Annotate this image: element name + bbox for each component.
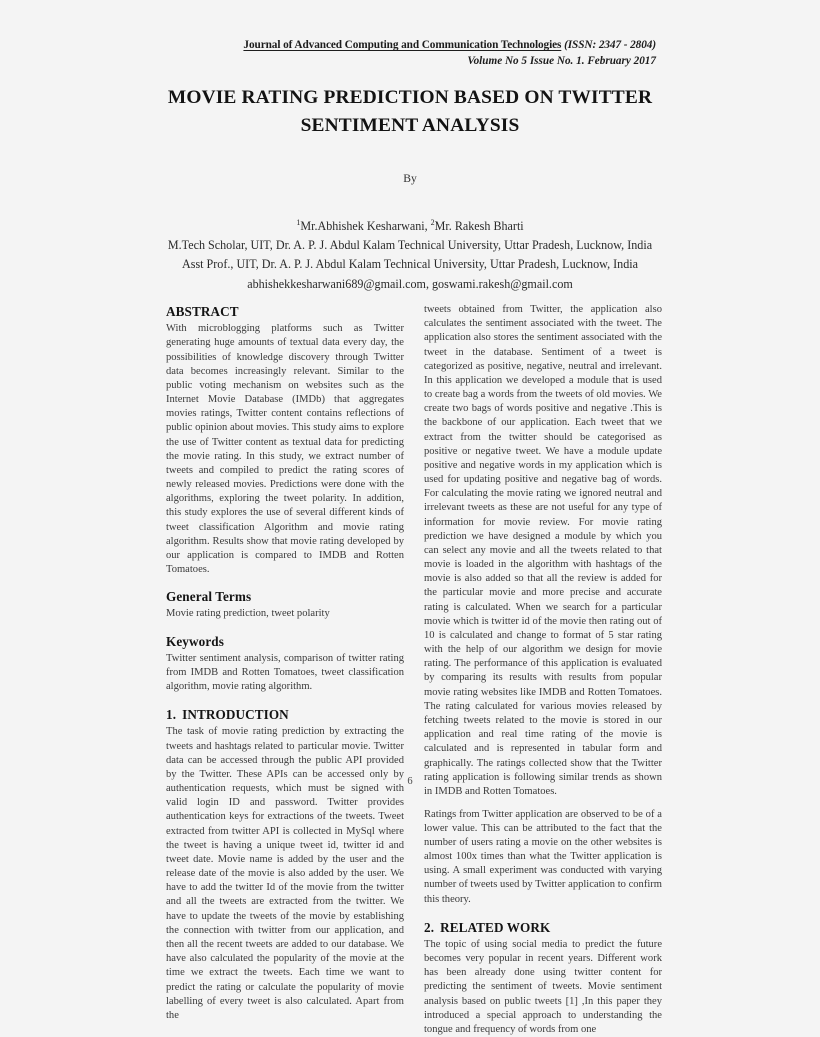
author-name-2: Mr. Rakesh Bharti <box>434 219 524 234</box>
general-terms-heading: General Terms <box>166 589 252 605</box>
journal-header <box>164 0 656 70</box>
continued-text: tweets obtained from Twitter, the application also calculates the sentiment associated with the tweet. The application also stores the sentiment associated with the tweet in the database. Sentiment of a tweet is categorized as positive, negative, neutral and irrelevant. In this application we developed a module that is used to create bag a words from the tweets of old movies. We create two bags of words positive and negative .This is the backbone of our application. Each tweet that we extract from the twitter should be categorised as positive or negative tweet. We have a module update positive and negative words in my application which is used for updating positive and negative bag of words. For calculating the movie rating we ignored neutral and irrelevant tweets as these are not useful for any type of information for movie review. For movie rating prediction we have designed a module by which you can select any movie and all the tweets related to that movie is loaded in the algorithm with hashtags of the movie is also added so that all the review is added for the particular movie and more precise and accurate rating is calculated. When we search for a particular movie which is twitter id of the movie then rating out of 10 is calculated and change to format of 5 star rating with the help of our algorithm we design for movie rating. The performance of this application is evaluated by comparing its results with results from popular movie rating websites like IMDB and Rotten Tomatoes. The rating calculated for various movies released by fetching tweets related to the movie is stored in our application and real time rating of the movie is calculated and is represented in tabular form and graphically. The ratings collected show that the Twitter rating application is following similar trends as shown in IMDB and Rotten Tomatoes. <box>424 304 662 797</box>
author-superscript-2: 2 <box>430 218 435 228</box>
author-superscript-1: 1 <box>296 218 301 228</box>
keywords-heading: Keywords <box>166 633 224 649</box>
keywords-text: Twitter sentiment analysis, comparison of twitter rating from IMDB and Rotten Tomatoes, tweet classification algorithm, movie rating algorithm. <box>166 652 404 693</box>
introduction-number: 1. <box>166 707 177 723</box>
introduction-heading <box>166 706 404 723</box>
author-name-1: Mr.Abhishek Kesharwani, <box>300 219 431 234</box>
page-title: MOVIE RATING PREDICTION BASED ON TWITTER SENTIMENT ANALYSIS <box>167 87 653 136</box>
journal-issn: (ISSN: 2347 - 2804) <box>564 39 656 51</box>
authors-block <box>0 217 820 294</box>
journal-title-line <box>164 38 656 53</box>
by-label: By <box>403 172 417 186</box>
body-columns <box>166 303 662 1037</box>
abstract-text: With microblogging platforms such as Twitter generating huge amounts of textual data every day, the possibilities of knowledge discovery through Twitter data becomes increasingly relevant. Similar to the public voting mechanism on websites such as the Internet Movie Database (IMDb) that aggregates movies ratings, Twitter content contains reflections of public opinion about movies. This study aims to explore the use of Twitter content as textual data for predicting the movie rating. In this study, we extract number of tweets and compiled to predict the rating scores of newly released movies. Predictions were done with the algorithms, exploring the tweet polarity. In addition, this study explores the use of several different kinds of tweet classification Algorithm and movie rating algorithm. Results show that movie rating developed by our application is compared to IMDB and Rotten Tomatoes. <box>166 323 404 576</box>
author-names <box>0 217 820 236</box>
journal-volume-line: Volume No 5 Issue No. 1. February 2017 <box>467 55 656 68</box>
introduction-heading-label: INTRODUCTION <box>182 707 289 723</box>
author-affiliation-1: M.Tech Scholar, UIT, Dr. A. P. J. Abdul Kalam Technical University, Uttar Pradesh, Lucknow, India <box>167 237 653 252</box>
journal-name: Journal of Advanced Computing and Communication Technologies <box>243 39 562 51</box>
general-terms-text: Movie rating prediction, tweet polarity <box>166 608 330 620</box>
related-work-text: The topic of using social media to predict the future becomes very popular in recent years. Different work has been already done using twitter content for predicting the sentiment of tweets. Movie sentiment analysis based on public tweets [1] ,In this paper they introduced a special approach to understanding the tongue and frequency of words from one <box>424 938 662 1035</box>
related-work-number: 2. <box>424 919 435 935</box>
left-column <box>166 303 404 1037</box>
related-work-heading-label: RELATED WORK <box>440 919 551 935</box>
introduction-text: The task of movie rating prediction by extracting the tweets and hashtags related to particular movie. Twitter data can be accessed through the public API provided by the Twitter. These APIs can be accessed only by authentication requests, which must be signed with valid login ID and password. Twitter provides authentication keys for extractions of the tweets. Tweet extracted from twitter API is collected in MySql where the tweet is having a unique tweet id, twitter id and tweet date. Movie name is added by the user and the release date of the movie is also added by the user. We have to add the twitter Id of the movie from the twitter and all the tweets are extracted from the twitter. We have to update the tweets of the movie by establishing the connection with twitter from our application, and then all the recent tweets are added to our database. We have also calculated the popularity of the movie at the time we extract the tweets. Each time we want to predict the rating or calculate the popularity of movie labelling of every tweet is also calculated. Apart from the <box>166 726 404 1021</box>
page-number: 6 <box>407 776 413 787</box>
related-work-heading <box>424 919 662 936</box>
author-emails: abhishekkesharwani689@gmail.com, goswami.rakesh@gmail.com <box>247 277 573 292</box>
author-affiliation-2: Asst Prof., UIT, Dr. A. P. J. Abdul Kalam Technical University, Uttar Pradesh, Lucknow, India <box>182 257 638 272</box>
right-column <box>424 303 662 1037</box>
ratings-paragraph: Ratings from Twitter application are observed to be of a lower value. This can be attributed to the fact that the number of users rating a movie on the other websites is almost 100x times than what the Twitter application is using. A small experiment was conducted with varying number of tweets used by Twitter application to confirm this theory. <box>424 808 662 905</box>
abstract-heading: ABSTRACT <box>166 304 239 319</box>
